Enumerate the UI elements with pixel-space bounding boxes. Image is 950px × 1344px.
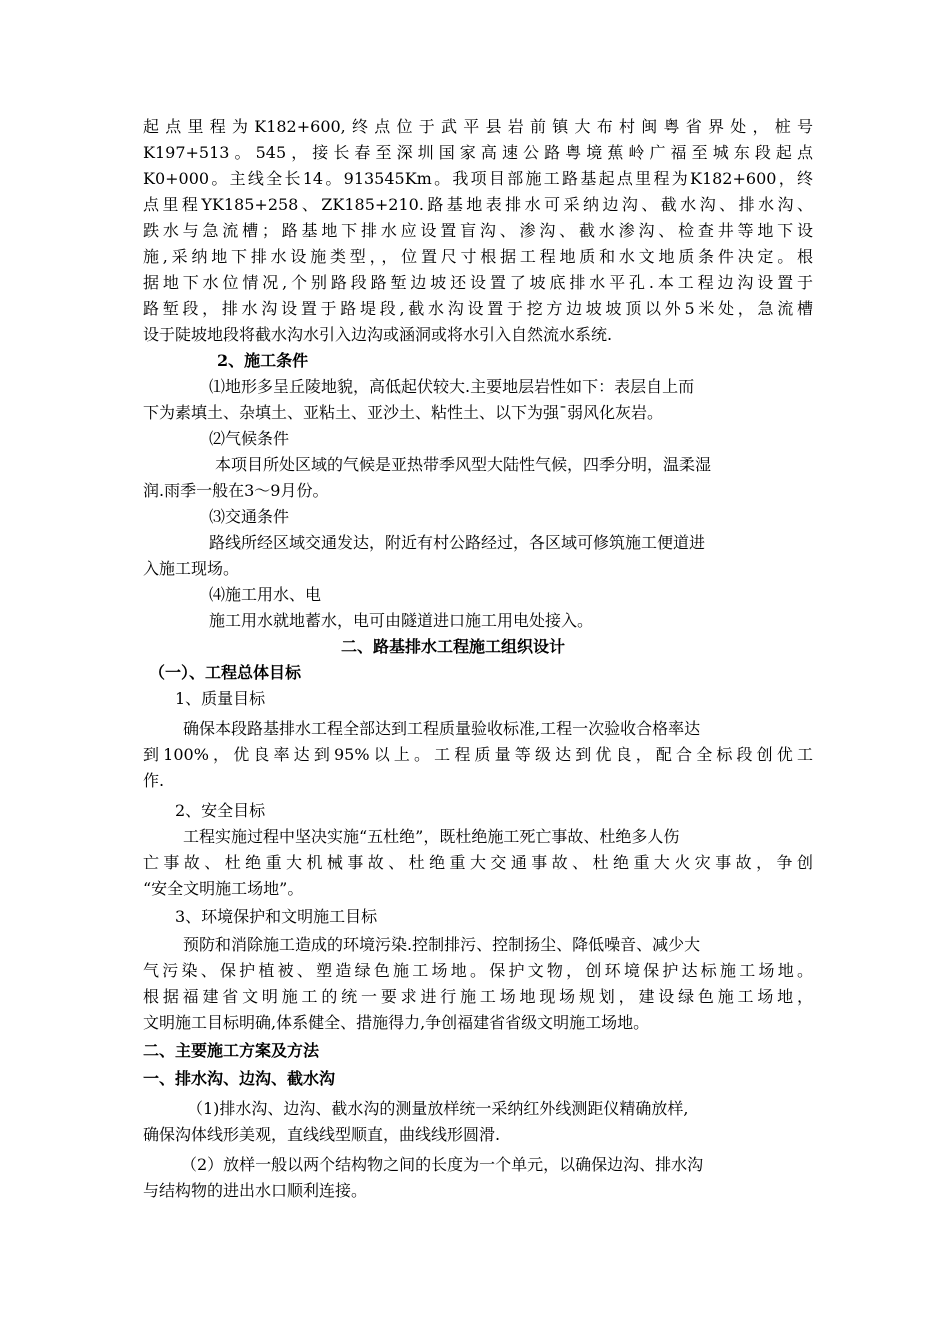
text-line: 入施工现场。 [143,559,240,578]
text-line: K0+000。主线全长14。913545Km。我项目部施工路基起点里程为K182+600，终 [143,169,813,188]
text-line: 路堑段，排水沟设置于路堤段,截水沟设置于挖方边坡坡顶以外5米处，急流槽 [143,299,813,318]
text-line: 路线所经区域交通发达，附近有村公路经过，各区域可修筑施工便道进 [209,533,706,552]
text-line: 文明施工目标明确,体系健全、措施得力,争创福建省省级文明施工场地。 [143,1013,650,1032]
text-line: （2）放样一般以两个结构物之间的长度为一个单元，以确保边沟、排水沟 [181,1155,704,1174]
text-line: K197+513。545，接长春至深圳国家高速公路粤境蕉岭广福至城东段起点 [143,143,813,162]
text-line: 起点里程为K182+600,终点位于武平县岩前镇大布村闽粤省界处，桩号 [143,117,813,136]
heading-line: （一）、工程总体目标 [149,663,302,682]
text-line: 点里程YK185+258、ZK185+210.路基地表排水可采纳边沟、截水沟、排水沟、 [143,195,813,214]
text-line: 根据福建省文明施工的统一要求进行施工场地现场规划，建设绿色施工场地， [143,987,813,1006]
text-line: 润.雨季一般在3～9月份。 [143,481,329,500]
text-line: 2、安全目标 [175,801,266,820]
text-line: （1)排水沟、边沟、截水沟的测量放样统一采纳红外线测距仪精确放样, [187,1099,689,1118]
text-line: 1、质量目标 [175,689,266,708]
text-line: 与结构物的进出水口顺利连接。 [143,1181,368,1200]
heading-line: 二、主要施工方案及方法 [143,1041,320,1060]
text-line: 下为素填土、杂填土、亚粘土、亚沙土、粘性土、以下为强¯弱风化灰岩。 [143,403,664,422]
text-line: 跌水与急流槽；路基地下排水应设置盲沟、渗沟、截水渗沟、检查井等地下设 [143,221,813,240]
text-line: 施,采纳地下排水设施类型，，位置尺寸根据工程地质和水文地质条件决定。根 [143,247,813,266]
text-line: ⑵气候条件 [209,429,290,448]
text-line: 预防和消除施工造成的环境污染.控制排污、控制扬尘、降低噪音、减少大 [183,935,701,954]
text-line: ⑷施工用水、电 [209,585,322,604]
text-line: 到100%，优良率达到95%以上。工程质量等级达到优良，配合全标段创优工 [143,745,813,764]
text-line: 本项目所处区域的气候是亚热带季风型大陆性气候，四季分明，温柔湿 [215,455,712,474]
text-line: 据地下水位情况,个别路段路堑边坡还设置了坡底排水平孔.本工程边沟设置于 [143,273,813,292]
text-line: 施工用水就地蓄水，电可由隧道进口施工用电处接入。 [209,611,594,630]
text-line: 工程实施过程中坚决实施“五杜绝”，既杜绝施工死亡事故、杜绝多人伤 [183,827,680,846]
heading-line: 一、排水沟、边沟、截水沟 [143,1069,336,1088]
text-line: ⑴地形多呈丘陵地貌，高低起伏较大.主要地层岩性如下：表层自上而 [209,377,695,396]
text-line: 气污染、保护植被、塑造绿色施工场地。保护文物，创环境保护达标施工场地。 [143,961,813,980]
text-line: 设于陡坡地段将截水沟水引入边沟或涵洞或将水引入自然流水系统. [143,325,613,344]
text-line: 作. [143,771,165,790]
text-line: 确保沟体线形美观，直线线型顺直，曲线线形圆滑. [143,1125,501,1144]
text-line: 确保本段路基排水工程全部达到工程质量验收标准,工程一次验收合格率达 [183,719,701,738]
heading-line: 二、路基排水工程施工组织设计 [341,637,566,656]
text-line: 亡事故、杜绝重大机械事故、杜绝重大交通事故、杜绝重大火灾事故，争创 [143,853,813,872]
heading-line: 2、施工条件 [217,351,309,370]
text-line: ⑶交通条件 [209,507,290,526]
text-line: 3、环境保护和文明施工目标 [175,907,378,926]
text-line: “安全文明施工场地”。 [143,879,304,898]
